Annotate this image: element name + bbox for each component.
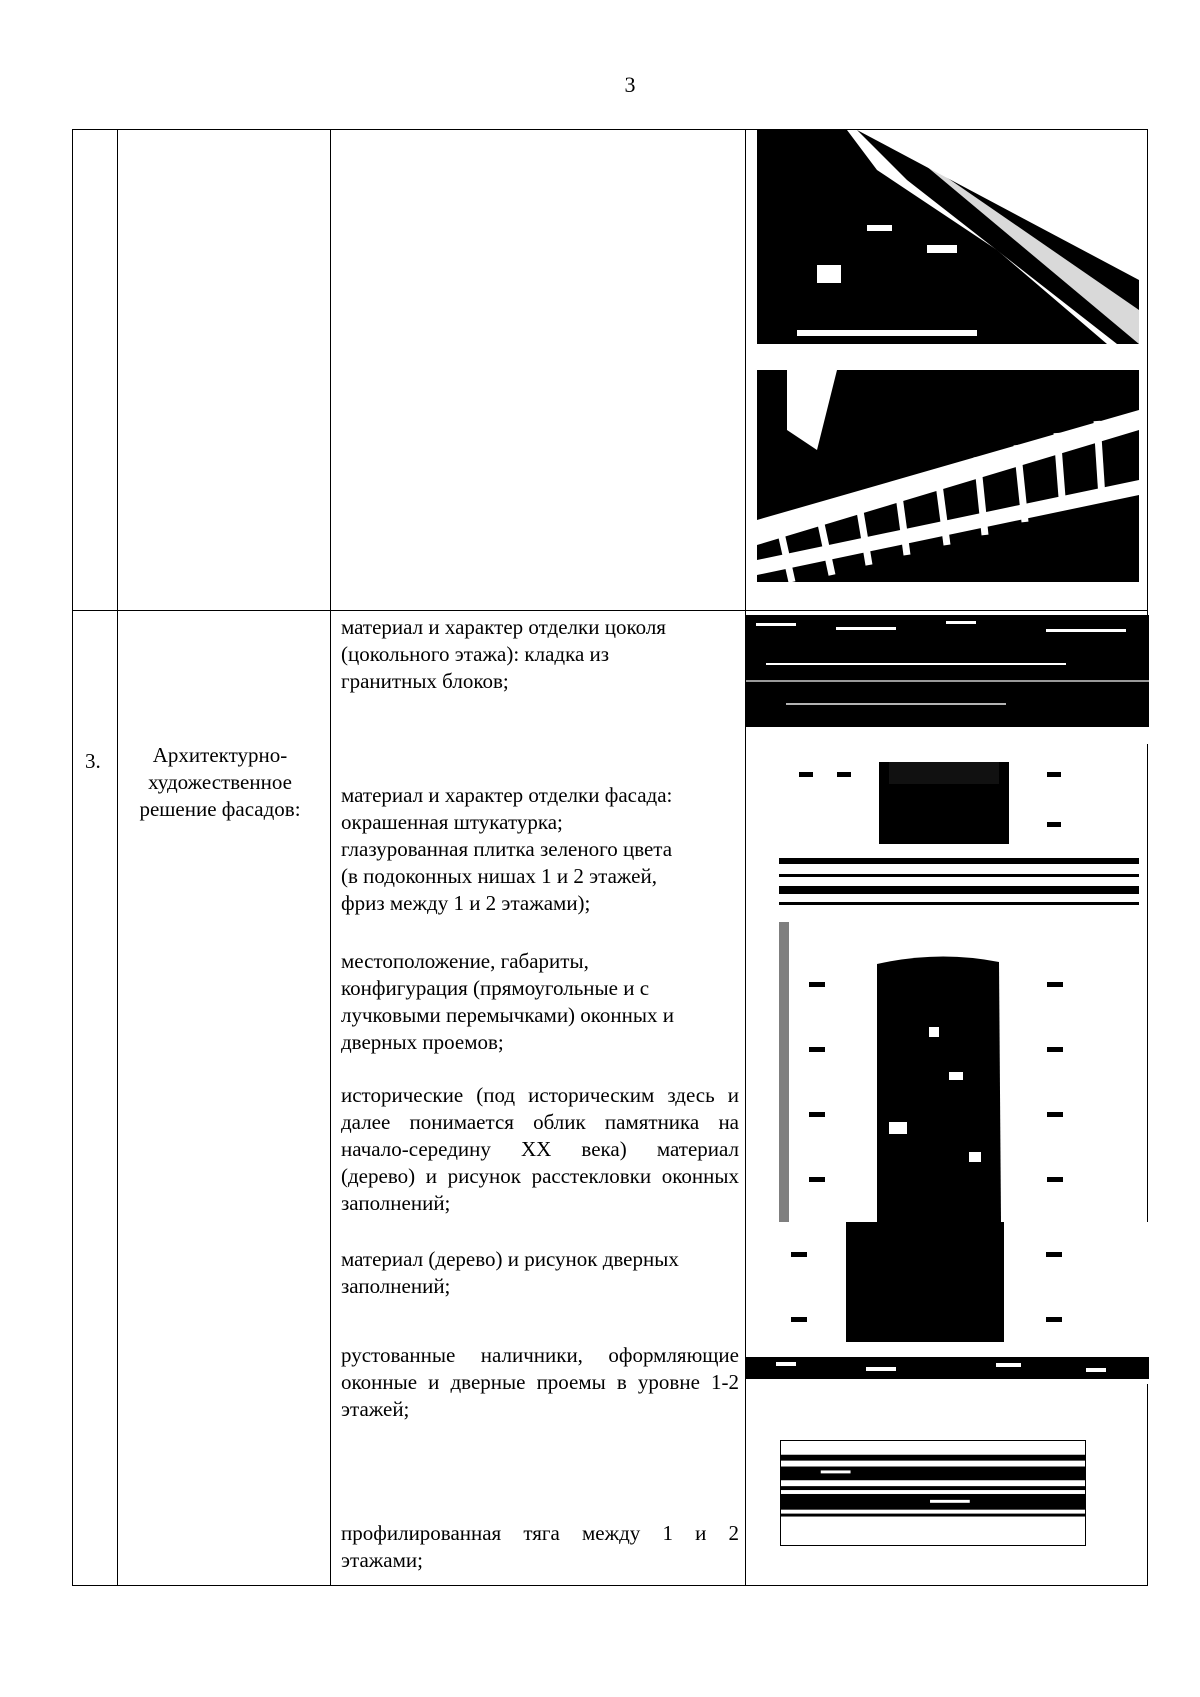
column-divider bbox=[330, 130, 331, 1585]
rusticated-frames-text: рустованные наличники, оформляющие оконные и дверные проемы в уровне 1-2 этажей; bbox=[341, 1343, 739, 1421]
door-base-photo bbox=[746, 1222, 1149, 1384]
plinth-finish-text: материал и характер отделки цоколя (цокольного этажа): кладка из гранитных блоков; bbox=[341, 615, 666, 693]
staircase-railing-photo-2 bbox=[757, 370, 1139, 582]
cornice-text: профилированная тяга между 1 и 2 этажами; bbox=[341, 1521, 739, 1572]
door-opening-photo bbox=[779, 922, 1139, 1222]
row-divider bbox=[73, 610, 1147, 611]
page-number: 3 bbox=[624, 72, 636, 97]
window-fillings-text: исторические (под историческим здесь и далее понимается облик памятника на начало-середину XX века) материал (дерево) и рисунок расстекловки оконных заполнений; bbox=[341, 1083, 739, 1215]
staircase-photo-1 bbox=[757, 130, 1139, 344]
row-number: 3. bbox=[85, 749, 101, 773]
heritage-table bbox=[72, 129, 1148, 1586]
facade-finish-text: материал и характер отделки фасада: окрашенная штукатурка; глазурованная плитка зеленого цвета (в подоконных нишах 1 и 2 этажей, фриз между 1 и 2 этажами); bbox=[341, 783, 673, 915]
openings-text: местоположение, габариты, конфигурация (прямоугольные и с лучковыми перемычками) оконных и дверных проемов; bbox=[341, 949, 675, 1054]
window-frieze-photo bbox=[779, 762, 1139, 917]
profiled-cornice-photo bbox=[780, 1440, 1086, 1546]
row-title: Архитектурно-художественное решение фасадов: bbox=[139, 743, 301, 821]
door-fillings-text: материал (дерево) и рисунок дверных заполнений; bbox=[341, 1247, 679, 1298]
granite-plinth-photo bbox=[746, 615, 1149, 744]
column-divider bbox=[117, 130, 118, 1585]
